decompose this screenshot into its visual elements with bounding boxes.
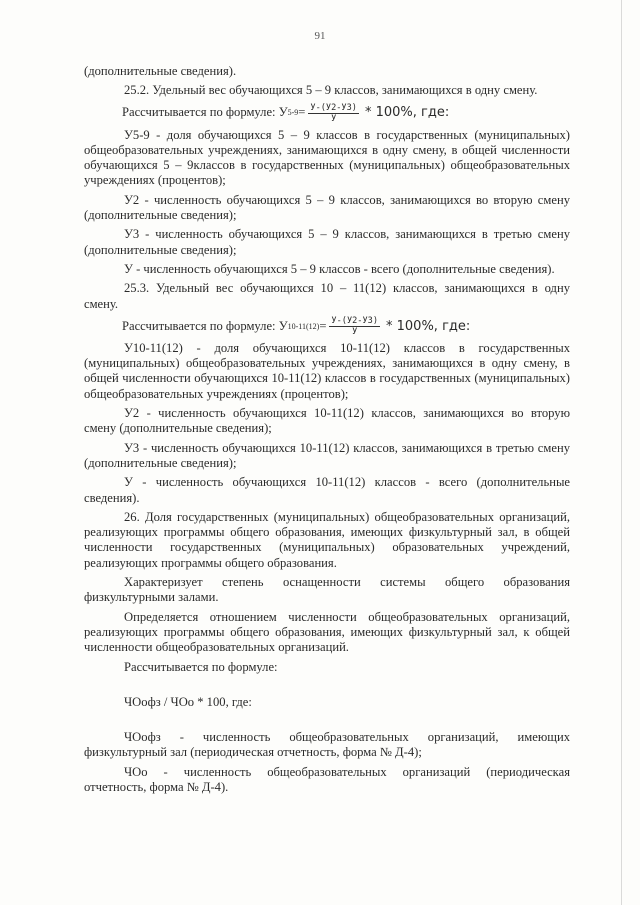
paragraph: У - численность обучающихся 10-11(12) классов - всего (дополнительные сведения). <box>84 475 570 505</box>
paragraph: У3 - численность обучающихся 5 – 9 классов, занимающихся в третью смену (дополнительные сведения); <box>84 227 570 257</box>
page-number: 91 <box>314 30 326 42</box>
formula-10-11 <box>84 316 570 337</box>
formula-label: Рассчитывается по формуле: У <box>122 318 288 333</box>
formula-tail: * 100%, где: <box>364 105 450 121</box>
formula-label: Рассчитывается по формуле: У <box>122 105 288 120</box>
formula-numerator: У-(У2-У3) <box>310 102 357 113</box>
scan-edge-line <box>621 0 622 905</box>
formula-equals: = <box>298 105 306 120</box>
formula-fraction <box>329 316 380 337</box>
section-heading-25-2: 25.2. Удельный вес обучающихся 5 – 9 классов, занимающихся в одну смену. <box>124 83 538 98</box>
section-heading-26: 26. Доля государственных (муниципальных) общеобразовательных организаций, реализующих программы общего образования, имеющих физкультурный зал, в общей численности государственных (муниципальных) образовательных учреждений, реализующих программы общего образования. <box>84 509 570 570</box>
formula-5-9 <box>84 103 570 124</box>
spacer <box>84 679 570 695</box>
paragraph: У5-9 - доля обучающихся 5 – 9 классов в государственных (муниципальных) общеобразовательных учреждениях, занимающихся в одну смену, в общей численности обучающихся 5 – 9классов в государственных (муниципальных) общеобразовательных учреждениях (процентов); <box>84 127 570 188</box>
paragraph: У3 - численность обучающихся 10-11(12) классов, занимающихся в третью смену (дополнительные сведения); <box>84 440 570 470</box>
section-heading-25-3: 25.3. Удельный вес обучающихся 10 – 11(12) классов, занимающихся в одну смену. <box>84 281 570 311</box>
paragraph: Рассчитывается по формуле: <box>124 659 278 674</box>
formula-denominator: У <box>352 326 358 337</box>
paragraph: ЧОо - численность общеобразовательных организаций (периодическая отчетность, форма № Д-4). <box>84 764 570 794</box>
paragraph: Характеризует степень оснащенности системы общего образования физкультурными залами. <box>84 575 570 605</box>
paragraph: У2 - численность обучающихся 5 – 9 классов, занимающихся во вторую смену (дополнительные сведения); <box>84 192 570 223</box>
formula-equals: = <box>319 318 327 333</box>
paragraph: (дополнительные сведения). <box>84 64 237 78</box>
formula-fraction <box>308 103 359 124</box>
formula-denominator: У <box>331 113 337 124</box>
paragraph: ЧОофз - численность общеобразовательных организаций, имеющих физкультурный зал (периодическая отчетность, форма № Д-4); <box>84 730 570 760</box>
formula-tail: * 100%, где: <box>386 318 471 334</box>
paragraph: У2 - численность обучающихся 10-11(12) классов, занимающихся во вторую смену (дополнительные сведения); <box>84 406 570 436</box>
formula-subscript: 10-11(12) <box>287 321 320 331</box>
formula-ratio: ЧОофз / ЧОо * 100, где: <box>124 694 252 709</box>
paragraph: У10-11(12) - доля обучающихся 10-11(12) классов в государственных (муниципальных) общеобразовательных учреждениях, занимающихся в одну смену, в общей численности обучающихся 10-11(12) классов в государственных (муниципальных) общеобразовательных учреждениях (процентов); <box>84 340 570 401</box>
spacer <box>84 714 570 730</box>
formula-subscript: 5-9 <box>287 108 299 118</box>
paragraph: У - численность обучающихся 5 – 9 классов - всего (дополнительные сведения). <box>124 261 555 276</box>
document-body <box>84 64 570 799</box>
paragraph: Определяется отношением численности общеобразовательных организаций, реализующих программы общего образования, имеющих физкультурный зал, к общей численности общеобразовательных организаций. <box>84 609 570 655</box>
formula-numerator: У-(У2-У3) <box>331 315 378 326</box>
